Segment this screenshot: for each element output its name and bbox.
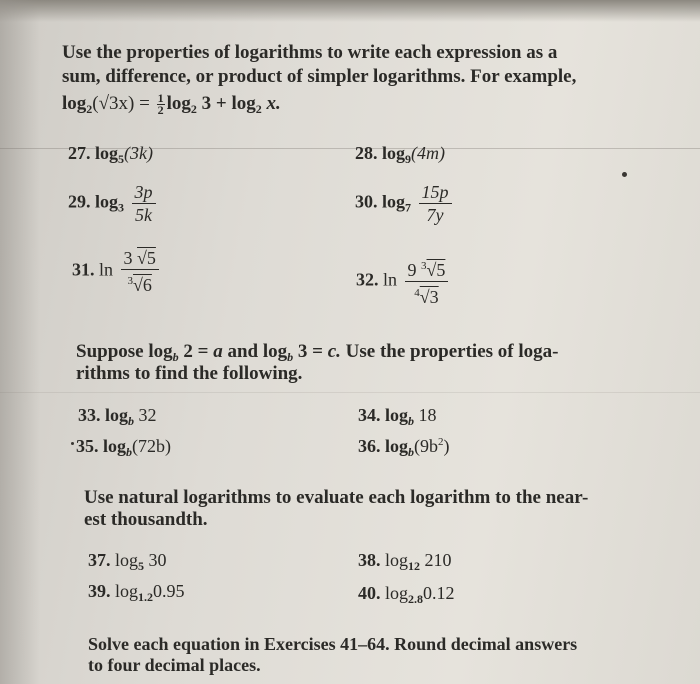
intro3-line-2: est thousandth. — [84, 509, 208, 530]
intro-example: $\log_2(√3x)$ = $\frac{1}{2}$ $\log_2 3 + \log_2 x$. — [62, 91, 281, 118]
intro3-line-1: Use natural logarithms to evaluate each logarithm to the near- — [84, 487, 589, 508]
exercise-35: 35. $\log_b(72b)$ — [76, 436, 172, 459]
faint-line — [0, 392, 700, 393]
exercise-40: 40. $\log_{2.8}0.12$ — [358, 583, 455, 606]
exercise-34: 34. $\log_b 18$ — [358, 405, 437, 428]
exercise-32: 32. ln $\frac{9 ^3√5}{^4√3}$ — [356, 256, 448, 307]
exercise-28: 28. $\log_9(4m)$ — [355, 143, 446, 166]
left-shadow — [0, 0, 40, 684]
exercise-31: 31. ln $\frac{3 √5}{^3√6}$ — [72, 248, 159, 295]
intro2-line-1: Suppose $\log_b 2 = a$ and $\log_b 3 = c$. Use the properties of loga- — [76, 341, 559, 364]
exercise-36: 36. $\log_b(9b^2)$ — [358, 436, 450, 459]
top-shadow — [0, 0, 700, 22]
exercise-38: 38. $\log_{12} 210$ — [358, 550, 452, 573]
intro-line-2: sum, difference, or product of simpler logarithms. For example, — [62, 66, 577, 87]
one-half-fraction: $\frac{1}{2}$ — [157, 91, 164, 118]
exercise-30: 30. $\log_7$ $\frac{15p}{7y}$ — [355, 182, 452, 225]
ink-speck — [71, 442, 74, 445]
intro2-line-2: rithms to find the following. — [76, 363, 303, 384]
intro4-line-2: to four decimal places. — [88, 655, 261, 675]
exercise-27: 27. $\log_5(3k)$ — [68, 143, 153, 166]
exercise-37: 37. $\log_5 30$ — [88, 550, 167, 573]
intro4-line-1: Solve each equation in Exercises 41–64. Round decimal answers — [88, 634, 578, 654]
intro-line-1: Use the properties of logarithms to write each expression as a — [62, 42, 558, 63]
exercise-39: 39. $\log_{1.2}0.95$ — [88, 581, 185, 604]
exercise-33: 33. $\log_b 32$ — [78, 405, 157, 428]
ink-speck — [622, 172, 627, 177]
exercise-29: 29. $\log_3$ $\frac{3p}{5k}$ — [68, 182, 156, 225]
